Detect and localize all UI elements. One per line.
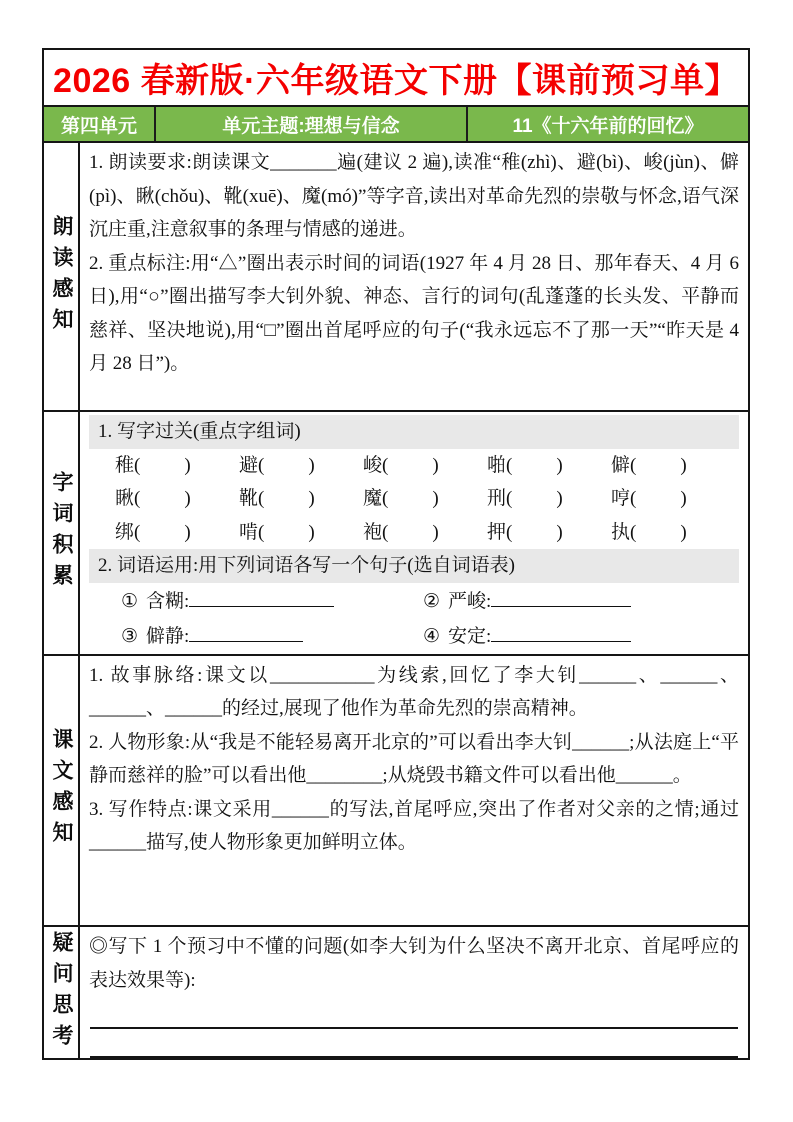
char-practice-cell [115, 516, 239, 550]
char-practice-cell [239, 449, 363, 483]
practice-char: 稚 [115, 454, 135, 476]
answer-blank [189, 583, 334, 607]
paren-open: ( [134, 488, 141, 510]
item-number: ④ [423, 626, 441, 648]
unit-theme-cell: 单元主题:理想与信念 [156, 107, 468, 141]
unit-header-row [44, 107, 748, 143]
section-label-text: 课文感知 [50, 728, 73, 853]
practice-char: 魔 [363, 488, 383, 510]
char-practice-cell [239, 516, 363, 550]
paren-close: ) [556, 488, 563, 510]
word-usage-row [89, 583, 739, 619]
unit-number-cell: 第四单元 [44, 107, 156, 141]
paren-open: ( [258, 454, 265, 476]
paren-open: ( [630, 521, 637, 543]
practice-char: 绑 [115, 521, 135, 543]
question-prompt-text: ◎写下 1 个预习中不懂的问题(如李大钊为什么坚决不离开北京、首尾呼应的表达效果等): [89, 936, 739, 991]
section-label-cell [44, 656, 80, 925]
paren-close: ) [184, 488, 191, 510]
word-label: 僻静: [146, 626, 190, 648]
section-question-content [80, 927, 748, 1058]
reading-requirement-text: 1. 朗读要求:朗读课文_______遍(建议 2 遍),读准“稚(zhì)、避(bì)、峻(jùn)、僻(pì)、瞅(chǒu)、靴(xuē)、魔(mó)”等字音,读出对革命先烈的崇敬与怀念,语气深沉庄重,注意叙事的条理与情感的递进。 [89, 152, 739, 240]
paren-close: ) [308, 488, 315, 510]
practice-char: 峻 [363, 454, 383, 476]
answer-blank [189, 618, 303, 642]
paren-open: ( [630, 488, 637, 510]
word-usage-item [423, 618, 725, 654]
char-practice-cell [363, 482, 487, 516]
char-practice-cell [363, 516, 487, 550]
word-usage-item [121, 583, 423, 619]
paren-close: ) [432, 488, 439, 510]
section-label-vocabulary: 字词积累 [50, 471, 73, 596]
section-reading-content [80, 143, 748, 410]
practice-char: 啃 [239, 521, 259, 543]
practice-char: 袍 [363, 521, 383, 543]
practice-char: 僻 [611, 454, 631, 476]
paren-open: ( [382, 454, 389, 476]
char-practice-cell [487, 482, 611, 516]
char-practice-cell [487, 449, 611, 483]
paren-open: ( [382, 521, 389, 543]
practice-char: 执 [611, 521, 631, 543]
writing-feature-text: 3. 写作特点:课文采用______的写法,首尾呼应,突出了作者对父亲的之情;通过______描写,使人物形象更加鲜明立体。 [89, 798, 739, 854]
lesson-title-cell: 11《十六年前的回忆》 [512, 115, 704, 137]
char-practice-cell [363, 449, 487, 483]
writing-practice-heading: 1. 写字过关(重点字组词) [89, 415, 739, 449]
paren-close: ) [556, 454, 563, 476]
section-text-content [80, 656, 748, 925]
practice-char: 哼 [611, 488, 631, 510]
paren-close: ) [432, 521, 439, 543]
item-number: ② [423, 590, 441, 612]
section-label-reading: 朗读感知 [50, 214, 73, 339]
char-practice-cell [239, 482, 363, 516]
practice-char: 刑 [487, 488, 507, 510]
item-number: ③ [121, 626, 139, 648]
paren-open: ( [258, 488, 265, 510]
answer-line [90, 1029, 738, 1058]
paren-close: ) [184, 454, 191, 476]
word-usage-heading: 2. 词语运用:用下列词语各写一个句子(选自词语表) [89, 549, 739, 583]
char-practice-row [89, 449, 739, 483]
section-label-cell [44, 143, 80, 410]
word-usage-item [423, 583, 725, 619]
answer-blank [491, 618, 631, 642]
paren-open: ( [134, 454, 141, 476]
answer-blank [491, 583, 631, 607]
char-practice-cell [611, 449, 735, 483]
word-usage-item [121, 618, 423, 654]
section-text-perception [44, 656, 748, 927]
worksheet-frame [42, 48, 750, 1060]
char-practice-cell [487, 516, 611, 550]
word-label: 含糊: [146, 590, 190, 612]
answer-line [90, 1000, 738, 1029]
paren-open: ( [134, 521, 141, 543]
section-vocabulary [44, 412, 748, 656]
paren-open: ( [382, 488, 389, 510]
char-practice-cell [115, 449, 239, 483]
section-label-cell [44, 412, 80, 654]
paren-open: ( [506, 454, 513, 476]
paren-open: ( [630, 454, 637, 476]
char-practice-cell [611, 516, 735, 550]
practice-char: 靴 [239, 488, 259, 510]
paren-close: ) [680, 454, 687, 476]
practice-char: 避 [239, 454, 259, 476]
paren-close: ) [308, 454, 315, 476]
char-practice-cell [611, 482, 735, 516]
practice-char: 瞅 [115, 488, 135, 510]
paren-close: ) [308, 521, 315, 543]
paren-open: ( [506, 521, 513, 543]
section-label-question: 疑问思考 [50, 930, 73, 1055]
worksheet-title: 2026 春新版·六年级语文下册【课前预习单】 [44, 50, 748, 107]
word-usage-row [89, 618, 739, 654]
section-question-thinking [44, 927, 748, 1058]
practice-char: 押 [487, 521, 507, 543]
key-annotation-text: 2. 重点标注:用“△”圈出表示时间的词语(1927 年 4 月 28 日、那年春天、4 月 6 日),用“○”圈出描写李大钊外貌、神态、言行的词句(乱蓬蓬的长头发、平静而慈祥、坚决地说),用“□”圈出首尾呼应的句子(“我永远忘不了那一天”“昨天是 4 月 28 日”)。 [89, 252, 739, 374]
paren-open: ( [258, 521, 265, 543]
story-outline-text: 1. 故事脉络:课文以___________为线索,回忆了李大钊______、______、______、______的经过,展现了他作为革命先烈的崇高精神。 [89, 664, 739, 720]
paren-close: ) [556, 521, 563, 543]
section-label-cell [44, 927, 80, 1058]
word-label: 严峻: [448, 590, 492, 612]
char-practice-row [89, 516, 739, 550]
section-reading-perception [44, 143, 748, 412]
char-practice-cell [115, 482, 239, 516]
character-image-text: 2. 人物形象:从“我是不能轻易离开北京的”可以看出李大钊______;从法庭上“平静而慈祥的脸”可以看出他________;从烧毁书籍文件可以看出他______。 [89, 731, 739, 787]
paren-open: ( [506, 488, 513, 510]
word-label: 安定: [448, 626, 492, 648]
paren-close: ) [680, 488, 687, 510]
practice-char: 啪 [487, 454, 507, 476]
paren-close: ) [432, 454, 439, 476]
paren-close: ) [680, 521, 687, 543]
section-vocabulary-content [80, 412, 748, 654]
char-practice-row [89, 482, 739, 516]
paren-close: ) [184, 521, 191, 543]
item-number: ① [121, 590, 139, 612]
